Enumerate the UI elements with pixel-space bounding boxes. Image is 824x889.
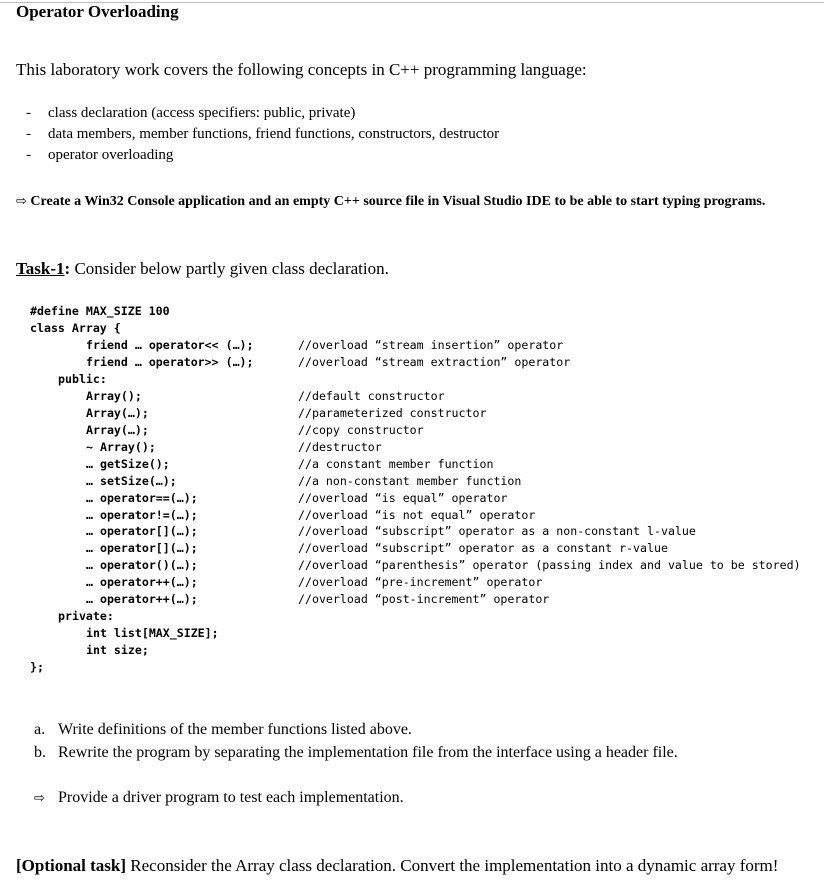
code-comment: //default constructor bbox=[298, 389, 445, 403]
code-line: Array(); bbox=[86, 389, 142, 403]
code-comment: //a non-constant member function bbox=[298, 474, 522, 488]
task1-colon: : bbox=[64, 259, 71, 278]
question-letter: b. bbox=[34, 744, 46, 761]
intro-paragraph: This laboratory work covers the following concepts in C++ programming language: bbox=[16, 60, 587, 79]
bullet-marker: - bbox=[26, 105, 31, 121]
create-instruction bbox=[16, 194, 765, 210]
optional-label: [Optional task] bbox=[16, 856, 127, 875]
provide-text: Provide a driver program to test each implementation. bbox=[58, 789, 404, 806]
code-line: Array(…); bbox=[86, 406, 149, 420]
code-line: … getSize(); bbox=[86, 457, 170, 471]
arrow-icon: ⇨ bbox=[16, 194, 27, 209]
question-text: Rewrite the program by separating the implementation file from the interface using a header file. bbox=[58, 744, 678, 761]
bullet-text: data members, member functions, friend functions, constructors, destructor bbox=[48, 126, 500, 142]
code-line: … setSize(…); bbox=[86, 474, 177, 488]
code-comment: //copy constructor bbox=[298, 423, 424, 437]
provide-instruction bbox=[34, 789, 404, 807]
code-comment: //overload “parenthesis” operator (passing index and value to be stored) bbox=[298, 558, 801, 572]
code-line: }; bbox=[30, 660, 44, 674]
code-line: … operator++(…); bbox=[86, 575, 198, 589]
bullet-marker: - bbox=[26, 126, 31, 142]
question-text: Write definitions of the member functions listed above. bbox=[58, 721, 412, 738]
bullet-text: class declaration (access specifiers: public, private) bbox=[48, 105, 356, 121]
bullet-text: operator overloading bbox=[48, 147, 174, 163]
code-line: public: bbox=[58, 372, 107, 386]
code-comment: //overload “post-increment” operator bbox=[298, 592, 550, 606]
code-line: … operator[](…); bbox=[86, 541, 198, 555]
question-item bbox=[34, 744, 678, 762]
code-comment: //a constant member function bbox=[298, 457, 494, 471]
code-line: int size; bbox=[86, 643, 149, 657]
page-title: Operator Overloading bbox=[16, 2, 179, 21]
create-text: Create a Win32 Console application and an empty C++ source file in Visual Studio IDE to be able to start typing programs. bbox=[30, 194, 766, 209]
code-comment: //overload “is not equal” operator bbox=[298, 508, 536, 522]
code-line: ~ Array(); bbox=[86, 440, 156, 454]
code-line: … operator()(…); bbox=[86, 558, 198, 572]
code-line: Array(…); bbox=[86, 423, 149, 437]
code-line: friend … operator>> (…); bbox=[86, 355, 254, 369]
code-comment: //overload “subscript” operator as a constant r-value bbox=[298, 541, 668, 555]
bullet-item bbox=[26, 147, 173, 164]
question-letter: a. bbox=[34, 721, 46, 738]
arrow-icon: ⇨ bbox=[34, 791, 45, 806]
code-comment: //overload “stream extraction” operator bbox=[298, 355, 571, 369]
code-line: … operator!=(…); bbox=[86, 508, 198, 522]
code-comment: //overload “is equal” operator bbox=[298, 491, 508, 505]
code-line: … operator==(…); bbox=[86, 491, 198, 505]
question-item bbox=[34, 721, 412, 739]
code-line: class Array { bbox=[30, 321, 121, 335]
optional-task bbox=[16, 856, 778, 876]
code-comment: //parameterized constructor bbox=[298, 406, 487, 420]
code-comment: //overload “subscript” operator as a non-constant l-value bbox=[298, 524, 696, 538]
code-line: int list[MAX_SIZE]; bbox=[86, 626, 219, 640]
code-comment: //overload “pre-increment” operator bbox=[298, 575, 543, 589]
code-line: #define MAX_SIZE 100 bbox=[30, 304, 170, 318]
bullet-item bbox=[26, 105, 355, 122]
code-line: friend … operator<< (…); bbox=[86, 338, 254, 352]
optional-text: Reconsider the Array class declaration. Convert the implementation into a dynamic array form! bbox=[126, 856, 779, 875]
task1-label: Task-1 bbox=[16, 259, 65, 278]
bullet-item bbox=[26, 126, 499, 143]
code-line: private: bbox=[58, 609, 114, 623]
task1-heading bbox=[16, 259, 389, 279]
code-comment: //overload “stream insertion” operator bbox=[298, 338, 564, 352]
code-line: … operator++(…); bbox=[86, 592, 198, 606]
task1-text: Consider below partly given class declaration. bbox=[70, 259, 389, 278]
code-comment: //destructor bbox=[298, 440, 382, 454]
bullet-marker: - bbox=[26, 147, 31, 163]
code-line: … operator[](…); bbox=[86, 524, 198, 538]
